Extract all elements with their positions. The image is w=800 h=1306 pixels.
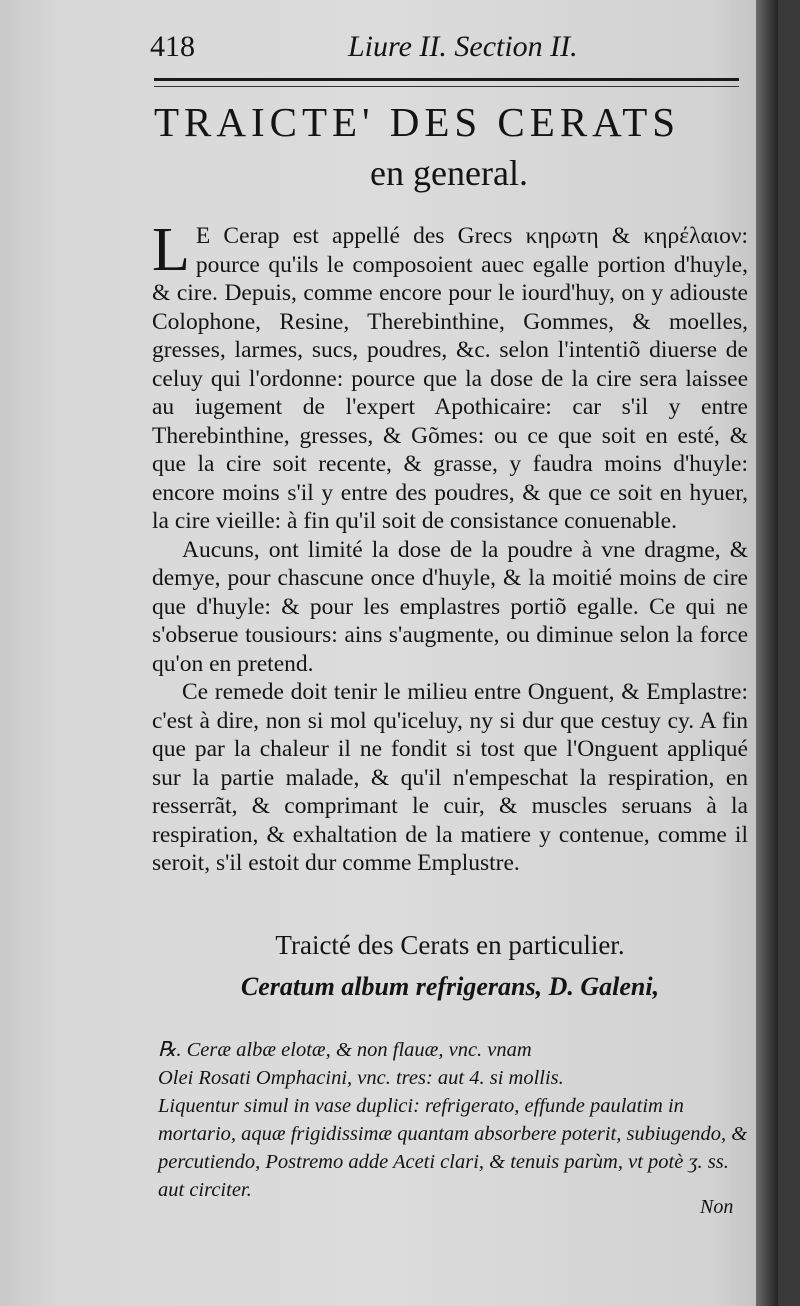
recipe-title: Ceratum album refrigerans, D. Galeni,	[240, 972, 660, 1001]
paragraph-1-text: E Cerap est appellé des Grecs κηρωτη & κηρέλαιον: pource qu'ils le composoient auec egalle portion d'huyle, & cire. Depuis, comme encore pour le iourd'huy, on y adiouste Colophone, Resine, Therebinthine, Gommes, & moelles, gresses, larmes, sucs, poudres, &c. selon l'intentiõ diuerse de celuy qui l'ordonne: pource que la dose de la cire sera laissee au iugement de l'expert Apothicaire: car s'il y entre Therebinthine, gresses, & Gõmes: ou ce que soit en esté, & que la cire soit recente, & grasse, y faudra moins d'huyle: encore moins s'il y entre des poudres, & que ce soit en hyuer, la cire vieille: à fin qu'il soit de consistance conuenable.	[152, 223, 748, 534]
running-head: Liure II. Section II.	[348, 30, 578, 63]
catchword: Non	[700, 1196, 734, 1218]
page-header	[150, 30, 750, 66]
chapter-title: TRAICTE' DES CERATS	[154, 99, 681, 145]
page-edge-shadow	[756, 0, 778, 1306]
recipe-line-3: Liquentur simul in vase duplici: refrigerato, effunde paulatim in mortario, aquæ frigidissimæ quantam absorbere poterit, subiugendo, & percutiendo, Postremo adde Aceti clari, & tenuis parùm, vt potè ʒ. ss. aut circiter.	[158, 1095, 748, 1201]
paragraph-2: Aucuns, ont limité la dose de la poudre à vne dragme, & demye, pour chascune once d'huyle, & la moitié moins de cire que d'huyle: & pour les emplastres portiõ egalle. Ce qui ne s'obserue tousiours: ains s'augmente, ou diminue selon la force qu'on en pretend.	[152, 536, 748, 677]
paragraph-1	[152, 216, 748, 536]
recipe-line-2: Olei Rosati Omphacini, vnc. tres: aut 4. si mollis.	[158, 1067, 564, 1089]
drop-cap: L	[152, 216, 190, 284]
paragraph-3: Ce remede doit tenir le milieu entre Onguent, & Emplastre: c'est à dire, non si mol qu'iceluy, ny si dur que cestuy cy. A fin que par la chaleur il ne fondit si tost que l'Onguent appliqué sur la partie malade, & qu'il n'empeschat la respiration, en resserrãt, & comprimant le cuir, & muscles seruans à la respiration, & exhaltation de la matiere y contenue, comme il seroit, s'il estoit dur comme Emplustre.	[152, 679, 748, 876]
header-rule	[154, 78, 739, 81]
section-heading: Traicté des Cerats en particulier.	[275, 930, 625, 960]
chapter-subtitle: en general.	[370, 153, 528, 193]
recipe-text	[158, 1036, 750, 1204]
body-text	[152, 216, 748, 878]
page-number: 418	[150, 30, 195, 63]
recipe-line-1: ℞. Ceræ albæ elotæ, & non flauæ, vnc. vnam	[158, 1039, 532, 1061]
header-rule-thin	[154, 86, 739, 87]
